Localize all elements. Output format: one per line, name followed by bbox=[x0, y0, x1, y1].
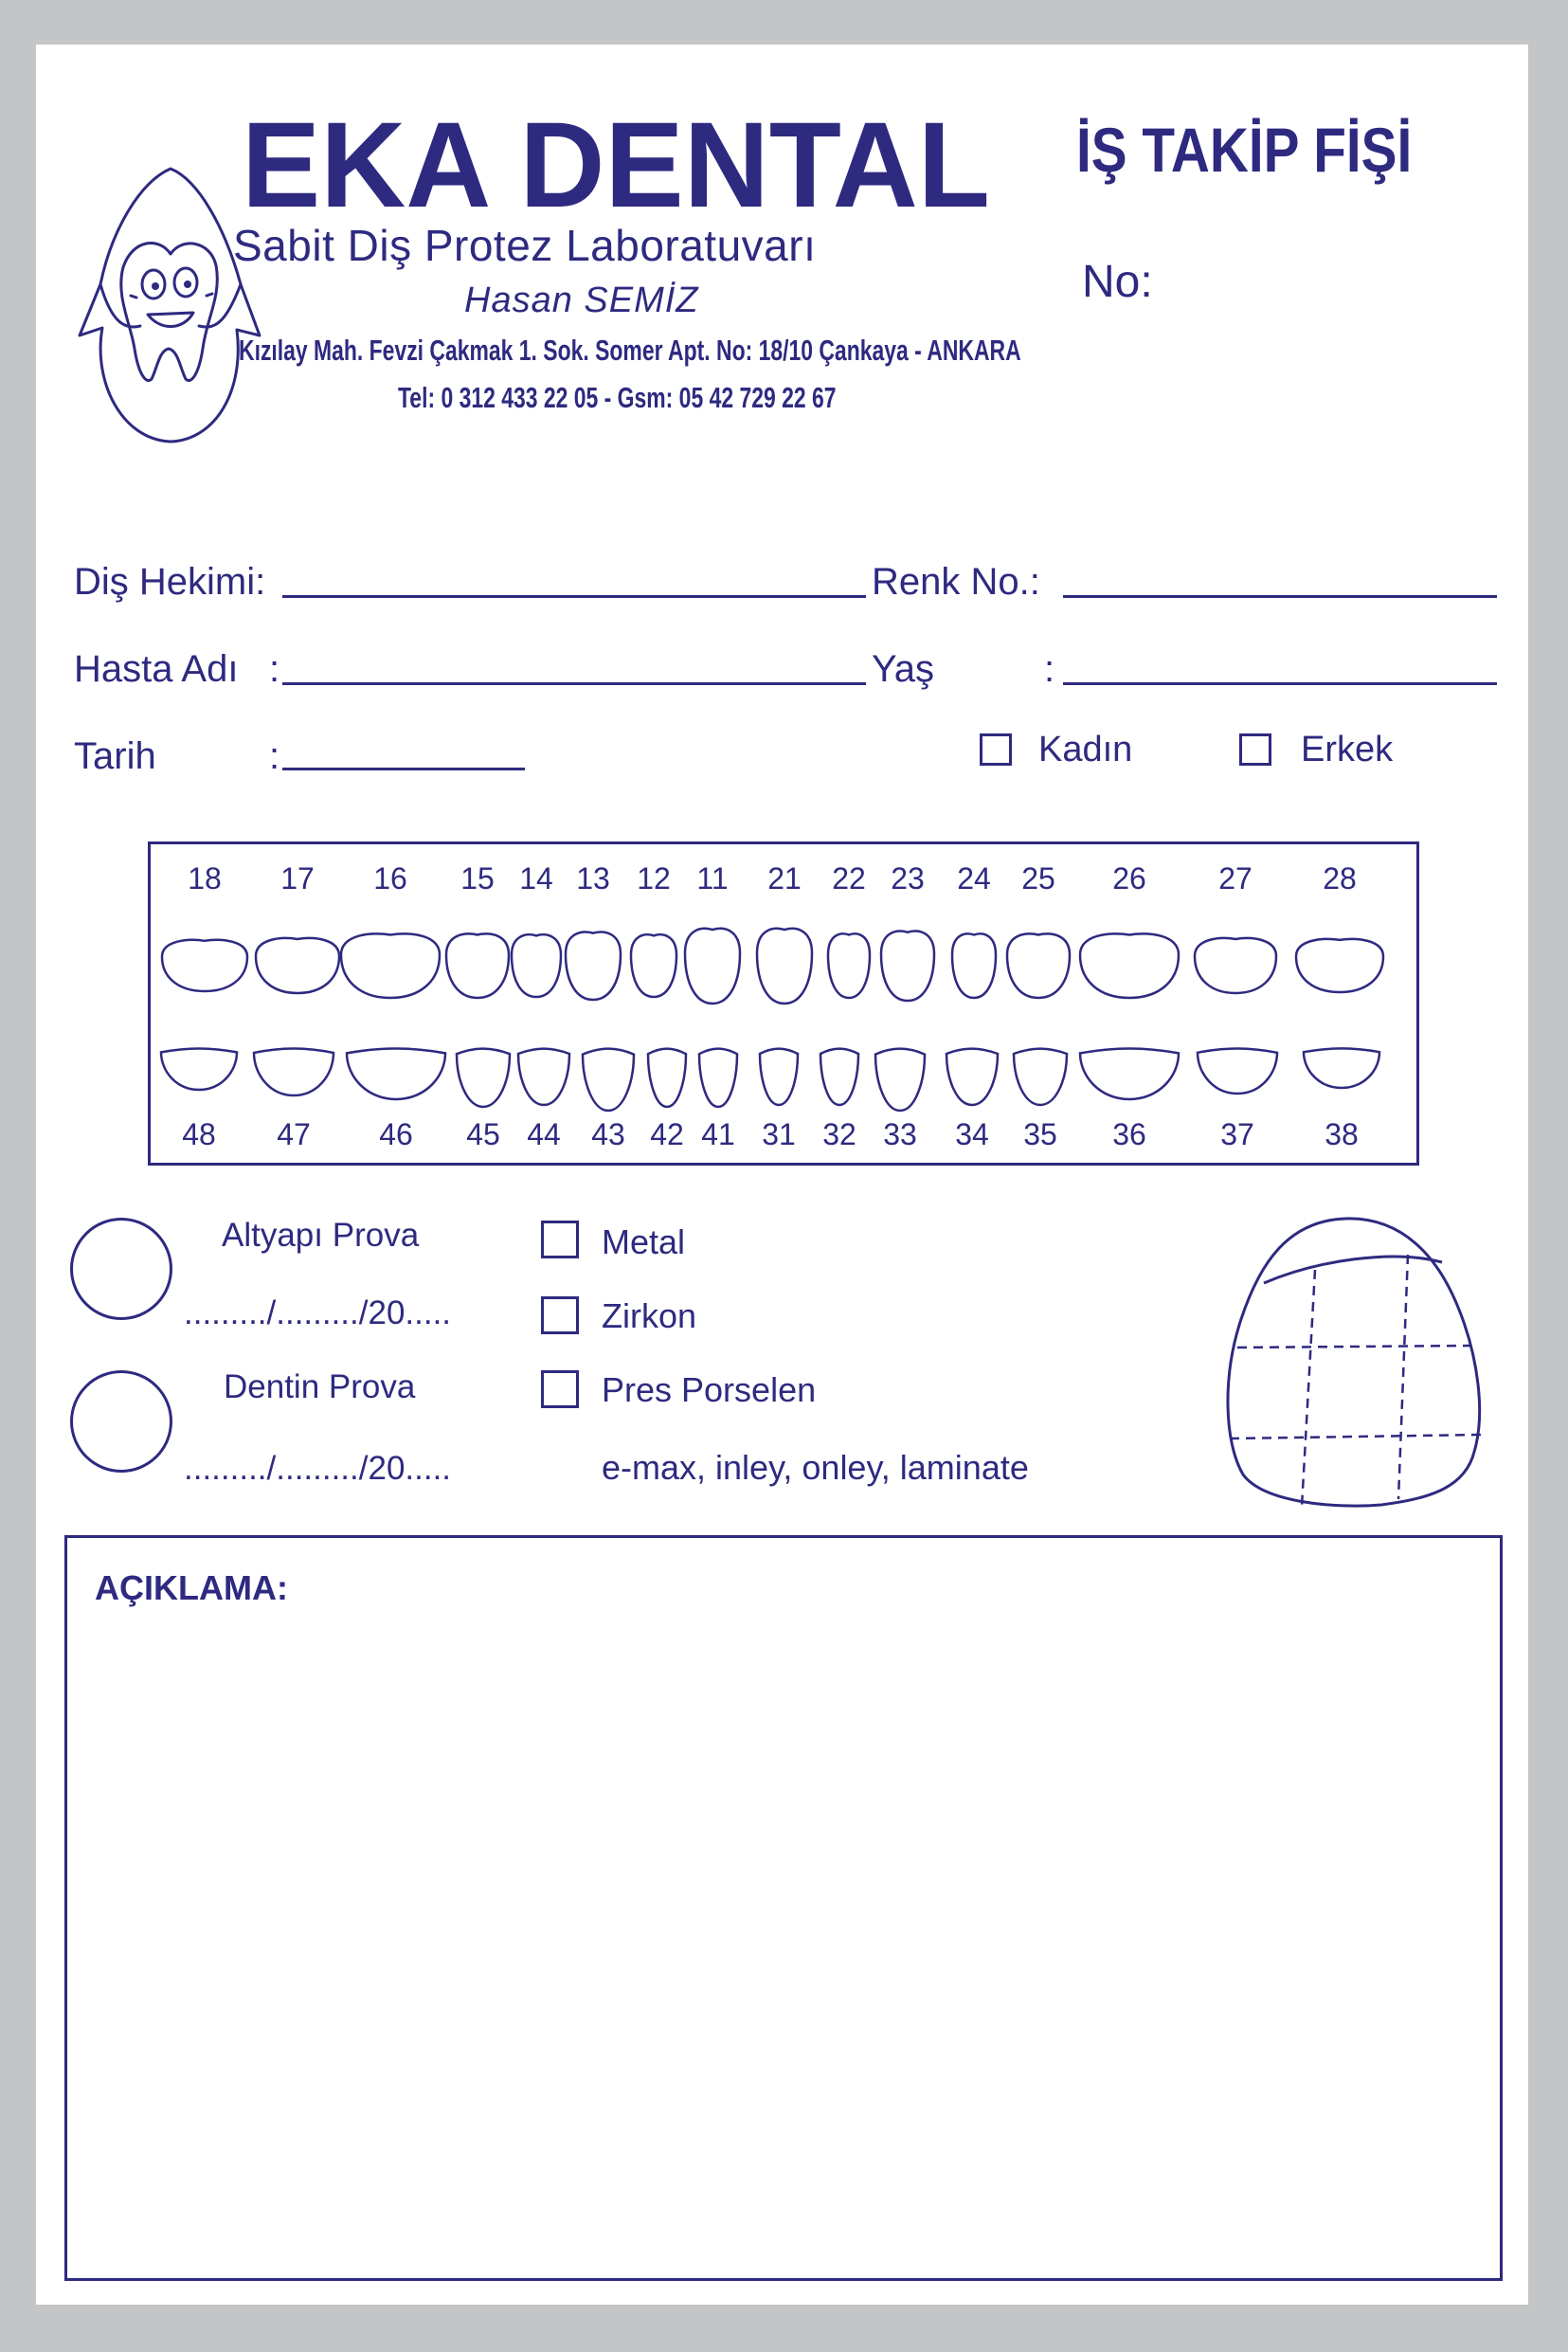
brand-subtitle: Sabit Diş Protez Laboratuvarı bbox=[233, 221, 817, 270]
press-porcelain-checkbox[interactable] bbox=[541, 1370, 579, 1408]
tooth-label-24: 24 bbox=[957, 861, 991, 896]
notes-label: AÇIKLAMA: bbox=[95, 1568, 288, 1607]
other-materials-label: e-max, inley, onley, laminate bbox=[602, 1448, 1029, 1487]
color-no-field[interactable] bbox=[1063, 595, 1497, 598]
date-label: Tarih bbox=[74, 735, 156, 777]
tooth-label-34: 34 bbox=[955, 1117, 989, 1151]
tooth-label-25: 25 bbox=[1021, 861, 1055, 896]
tooth-14[interactable] bbox=[512, 934, 561, 997]
form-title: İŞ TAKİP FİŞİ bbox=[1076, 115, 1413, 185]
tooth-33[interactable] bbox=[875, 1049, 925, 1111]
tooth-42[interactable] bbox=[648, 1049, 686, 1107]
tooth-11[interactable] bbox=[685, 929, 740, 1004]
tooth-35[interactable] bbox=[1014, 1049, 1067, 1105]
tooth-label-38: 38 bbox=[1325, 1117, 1359, 1151]
tooth-label-42: 42 bbox=[650, 1117, 684, 1151]
tooth-44[interactable] bbox=[518, 1049, 569, 1105]
tooth-label-47: 47 bbox=[277, 1117, 311, 1151]
tooth-31[interactable] bbox=[760, 1049, 798, 1105]
patient-colon: : bbox=[269, 648, 280, 690]
tooth-23[interactable] bbox=[881, 932, 934, 1001]
tooth-label-22: 22 bbox=[832, 861, 866, 896]
date-field[interactable] bbox=[282, 768, 525, 770]
patient-field[interactable] bbox=[282, 682, 866, 685]
tooth-label-23: 23 bbox=[891, 861, 925, 896]
tooth-label-32: 32 bbox=[822, 1117, 856, 1151]
tooth-25[interactable] bbox=[1007, 933, 1070, 998]
tooth-13[interactable] bbox=[566, 932, 621, 1000]
tooth-chart bbox=[148, 841, 1419, 1166]
tooth-label-18: 18 bbox=[188, 861, 222, 896]
dentin-prova-label: Dentin Prova bbox=[224, 1368, 416, 1405]
tooth-16[interactable] bbox=[341, 933, 440, 998]
zirconia-label: Zirkon bbox=[602, 1296, 697, 1335]
color-no-label: Renk No.: bbox=[872, 561, 1040, 603]
female-checkbox[interactable] bbox=[980, 733, 1012, 766]
tooth-label-21: 21 bbox=[767, 861, 802, 896]
tooth-18[interactable] bbox=[162, 940, 247, 991]
tooth-28[interactable] bbox=[1296, 939, 1383, 992]
dentist-field[interactable] bbox=[282, 595, 866, 598]
tooth-34[interactable] bbox=[946, 1049, 998, 1105]
tooth-17[interactable] bbox=[256, 938, 339, 993]
tooth-label-41: 41 bbox=[701, 1117, 735, 1151]
tooth-38[interactable] bbox=[1304, 1048, 1379, 1088]
metal-checkbox[interactable] bbox=[541, 1221, 579, 1258]
tooth-label-43: 43 bbox=[591, 1117, 625, 1151]
dentist-label: Diş Hekimi: bbox=[74, 561, 266, 603]
tooth-label-44: 44 bbox=[527, 1117, 561, 1151]
tooth-label-37: 37 bbox=[1220, 1117, 1254, 1151]
tooth-label-11: 11 bbox=[696, 861, 729, 896]
tooth-label-16: 16 bbox=[373, 861, 407, 896]
form-number-label: No: bbox=[1082, 257, 1153, 307]
metal-label: Metal bbox=[602, 1222, 686, 1261]
tooth-45[interactable] bbox=[457, 1049, 510, 1107]
tooth-surface-diagram-icon bbox=[1222, 1215, 1487, 1511]
male-label: Erkek bbox=[1301, 730, 1394, 769]
tooth-label-17: 17 bbox=[280, 861, 315, 896]
tooth-label-12: 12 bbox=[637, 861, 671, 896]
tooth-label-14: 14 bbox=[519, 861, 553, 896]
tooth-41[interactable] bbox=[699, 1049, 737, 1107]
age-label: Yaş bbox=[872, 648, 934, 690]
patient-label: Hasta Adı bbox=[74, 648, 239, 690]
dentin-prova-date: ........./........./20..... bbox=[184, 1450, 452, 1487]
tooth-label-26: 26 bbox=[1112, 861, 1146, 896]
tooth-label-27: 27 bbox=[1218, 861, 1253, 896]
female-label: Kadın bbox=[1038, 730, 1133, 769]
brand-name: EKA DENTAL bbox=[242, 98, 990, 233]
tooth-47[interactable] bbox=[254, 1049, 333, 1096]
tooth-label-33: 33 bbox=[883, 1117, 917, 1151]
tooth-27[interactable] bbox=[1195, 938, 1276, 993]
brand-owner: Hasan SEMİZ bbox=[464, 280, 699, 320]
notes-box[interactable] bbox=[64, 1535, 1503, 2281]
brand-address: Kızılay Mah. Fevzi Çakmak 1. Sok. Somer Apt. No: 18/10 Çankaya - ANKARA bbox=[239, 334, 1021, 367]
tooth-label-13: 13 bbox=[576, 861, 610, 896]
zirconia-checkbox[interactable] bbox=[541, 1296, 579, 1334]
brand-phone: Tel: 0 312 433 22 05 - Gsm: 05 42 729 22 67 bbox=[398, 381, 837, 414]
substructure-prova-circle[interactable] bbox=[70, 1218, 172, 1320]
tooth-label-46: 46 bbox=[379, 1117, 413, 1151]
tooth-43[interactable] bbox=[583, 1049, 634, 1111]
tooth-22[interactable] bbox=[828, 933, 870, 998]
tooth-15[interactable] bbox=[446, 933, 509, 998]
substructure-prova-label: Altyapı Prova bbox=[222, 1217, 420, 1254]
tooth-label-48: 48 bbox=[182, 1117, 216, 1151]
tooth-12[interactable] bbox=[631, 934, 676, 997]
tooth-21[interactable] bbox=[757, 929, 812, 1004]
dentin-prova-circle[interactable] bbox=[70, 1370, 172, 1473]
date-colon: : bbox=[269, 735, 280, 777]
tooth-label-15: 15 bbox=[460, 861, 495, 896]
tooth-label-31: 31 bbox=[762, 1117, 796, 1151]
age-field[interactable] bbox=[1063, 682, 1497, 685]
tooth-37[interactable] bbox=[1198, 1048, 1277, 1094]
tooth-label-35: 35 bbox=[1023, 1117, 1057, 1151]
tooth-label-28: 28 bbox=[1323, 861, 1357, 896]
substructure-prova-date: ........./........./20..... bbox=[184, 1294, 452, 1331]
press-porcelain-label: Pres Porselen bbox=[602, 1370, 817, 1409]
tooth-label-36: 36 bbox=[1112, 1117, 1146, 1151]
tooth-32[interactable] bbox=[820, 1049, 858, 1105]
tooth-26[interactable] bbox=[1080, 933, 1179, 998]
tooth-label-45: 45 bbox=[466, 1117, 500, 1151]
tooth-24[interactable] bbox=[952, 933, 996, 998]
tooth-48[interactable] bbox=[161, 1048, 237, 1090]
tooth-36[interactable] bbox=[1080, 1049, 1179, 1099]
age-colon: : bbox=[1044, 648, 1055, 690]
tooth-46[interactable] bbox=[347, 1049, 445, 1099]
male-checkbox[interactable] bbox=[1239, 733, 1271, 766]
